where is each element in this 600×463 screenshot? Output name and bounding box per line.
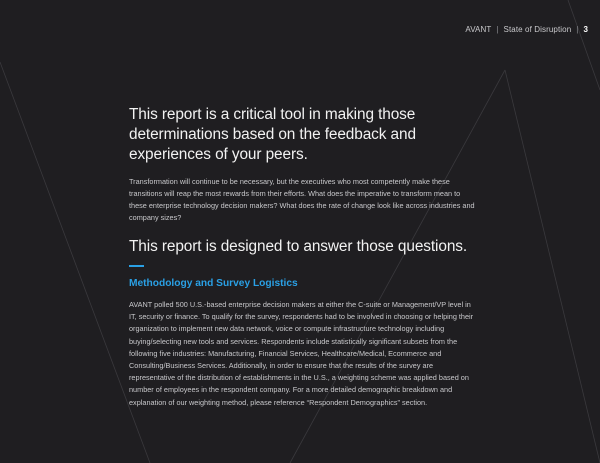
headline: This report is a critical tool in making those determinations based on the feedback and experiences of your peers.	[129, 106, 416, 163]
header-separator: |	[496, 25, 499, 34]
intro-paragraph: Transformation will continue to be necessary, but the executives who most competently make these transitions will reap the most rewards from their efforts. What does the imperative to transform mean to these enterprise technology decision makers? What does the rate of change look like across industries and company sizes?	[129, 177, 475, 222]
section-title: Methodology and Survey Logistics	[129, 278, 298, 289]
page-number: 3	[583, 25, 588, 34]
page-header	[465, 25, 588, 34]
subheadline: This report is designed to answer those questions.	[129, 238, 468, 255]
section-body: AVANT polled 500 U.S.-based enterprise decision makers at either the C-suite or Management/VP level in IT, security or finance. To qualify for the survey, respondents had to be involved in choosing or helping their organization to implement new data network, voice or compute infrastructure technology including buying/selecting new tools and services. Respondents include statistically significant subsets from the following five industries: Manufacturing, Financial Services, Healthcare/Medical, Ecommerce and Consulting/Business Services. Additionally, in order to ensure that the results of the survey are representative of the distribution of establishments in the U.S., a weighting scheme was applied based on number of employees in the respondent company. For a more detailed demographic breakdown and explanation of our weighting method, please reference “Respondent Demographics” section.	[129, 300, 474, 407]
document-title: State of Disruption	[503, 25, 572, 34]
accent-divider	[129, 265, 144, 267]
main-content	[129, 105, 479, 409]
header-separator: |	[576, 25, 579, 34]
brand-name: AVANT	[465, 25, 492, 34]
